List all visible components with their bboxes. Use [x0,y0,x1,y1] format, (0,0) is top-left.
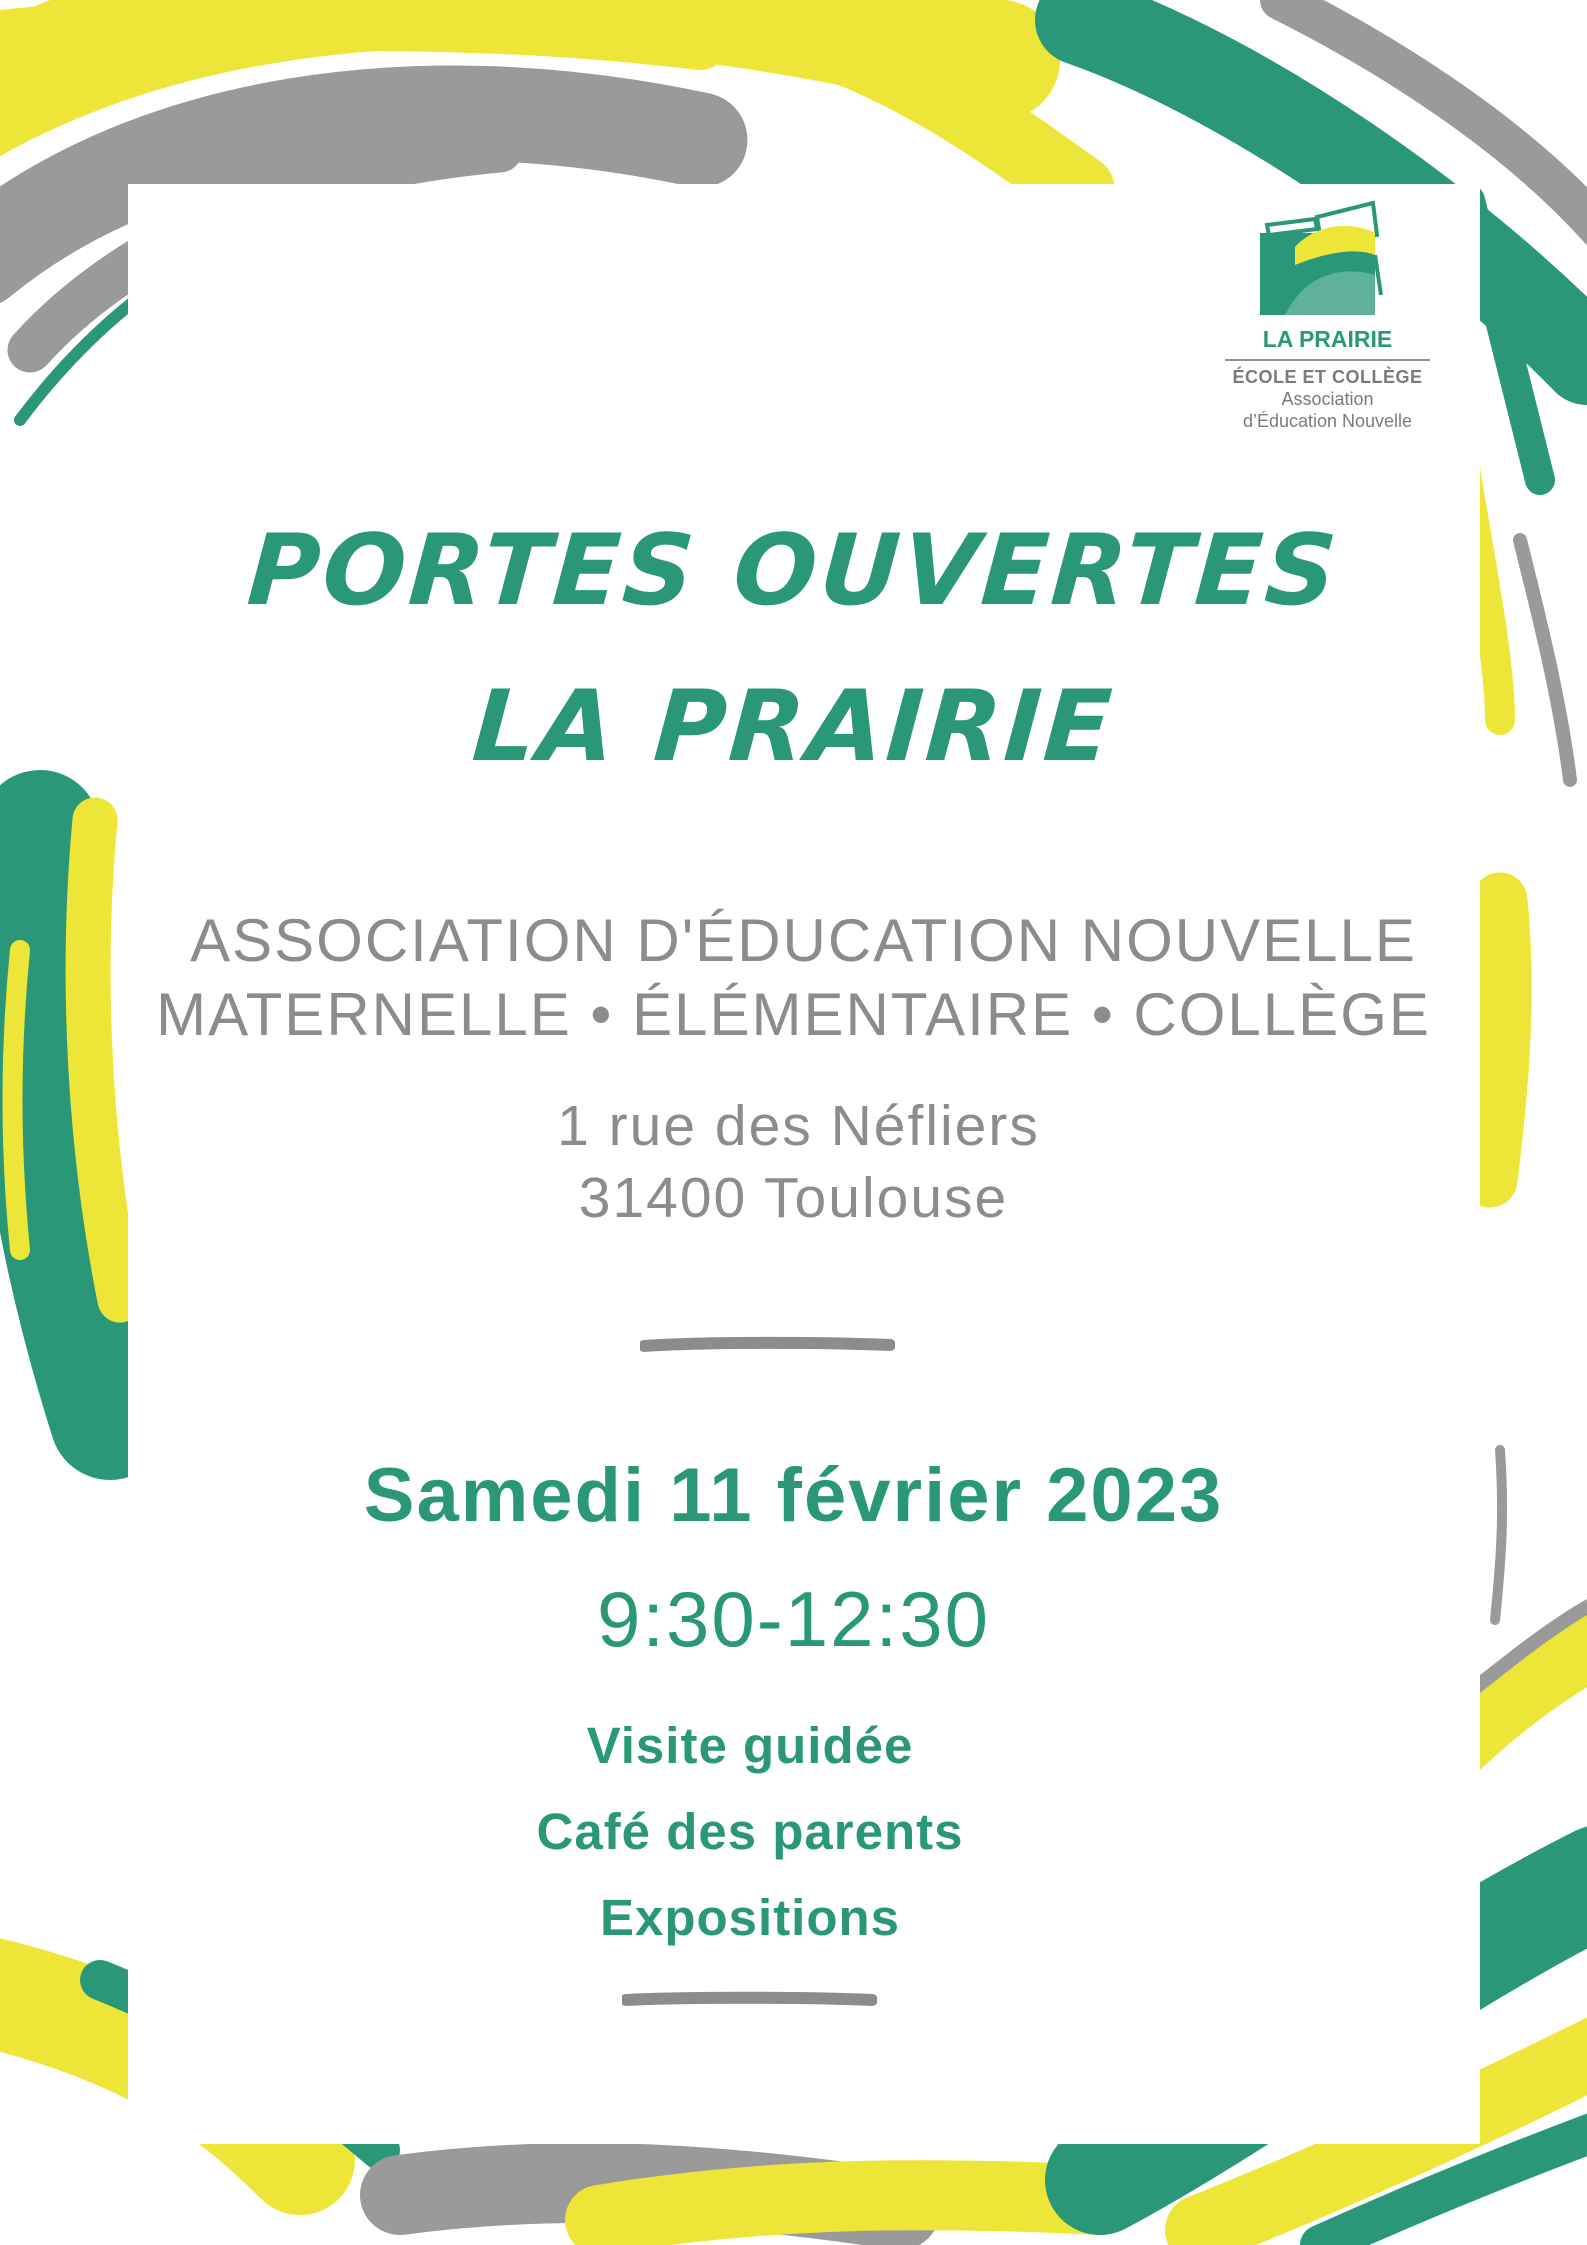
logo-assoc-line1: Association [1281,389,1374,409]
event-date: Samedi 11 février 2023 [363,1453,1224,1538]
title-line-1: PORTES OUVERTES [244,514,1343,628]
activity-item: Café des parents [536,1803,964,1860]
event-time: 9:30-12:30 [597,1575,990,1663]
divider-brush-top [640,1336,895,1356]
subtitle-line-2: MATERNELLE • ÉLÉMENTAIRE • COLLÈGE [156,981,1431,1048]
activity-item: Visite guidée [586,1717,914,1774]
school-logo [1195,195,1430,432]
address-city: 31400 Toulouse [578,1166,1009,1230]
logo-divider [1225,359,1430,361]
address-street: 1 rue des Néfliers [557,1094,1040,1158]
activity-item: Expositions [599,1889,901,1946]
logo-subtitle: ÉCOLE ET COLLÈGE [1232,367,1423,387]
logo-assoc-line2: d’Éducation Nouvelle [1242,411,1413,431]
open-book-meadow-icon [1255,195,1385,320]
subtitle-line-1: ASSOCIATION D'ÉDUCATION NOUVELLE [190,907,1417,974]
divider-brush-bottom [622,1990,877,2010]
title-line-2: LA PRAIRIE [469,670,1118,784]
logo-name: LA PRAIRIE [1262,326,1393,352]
